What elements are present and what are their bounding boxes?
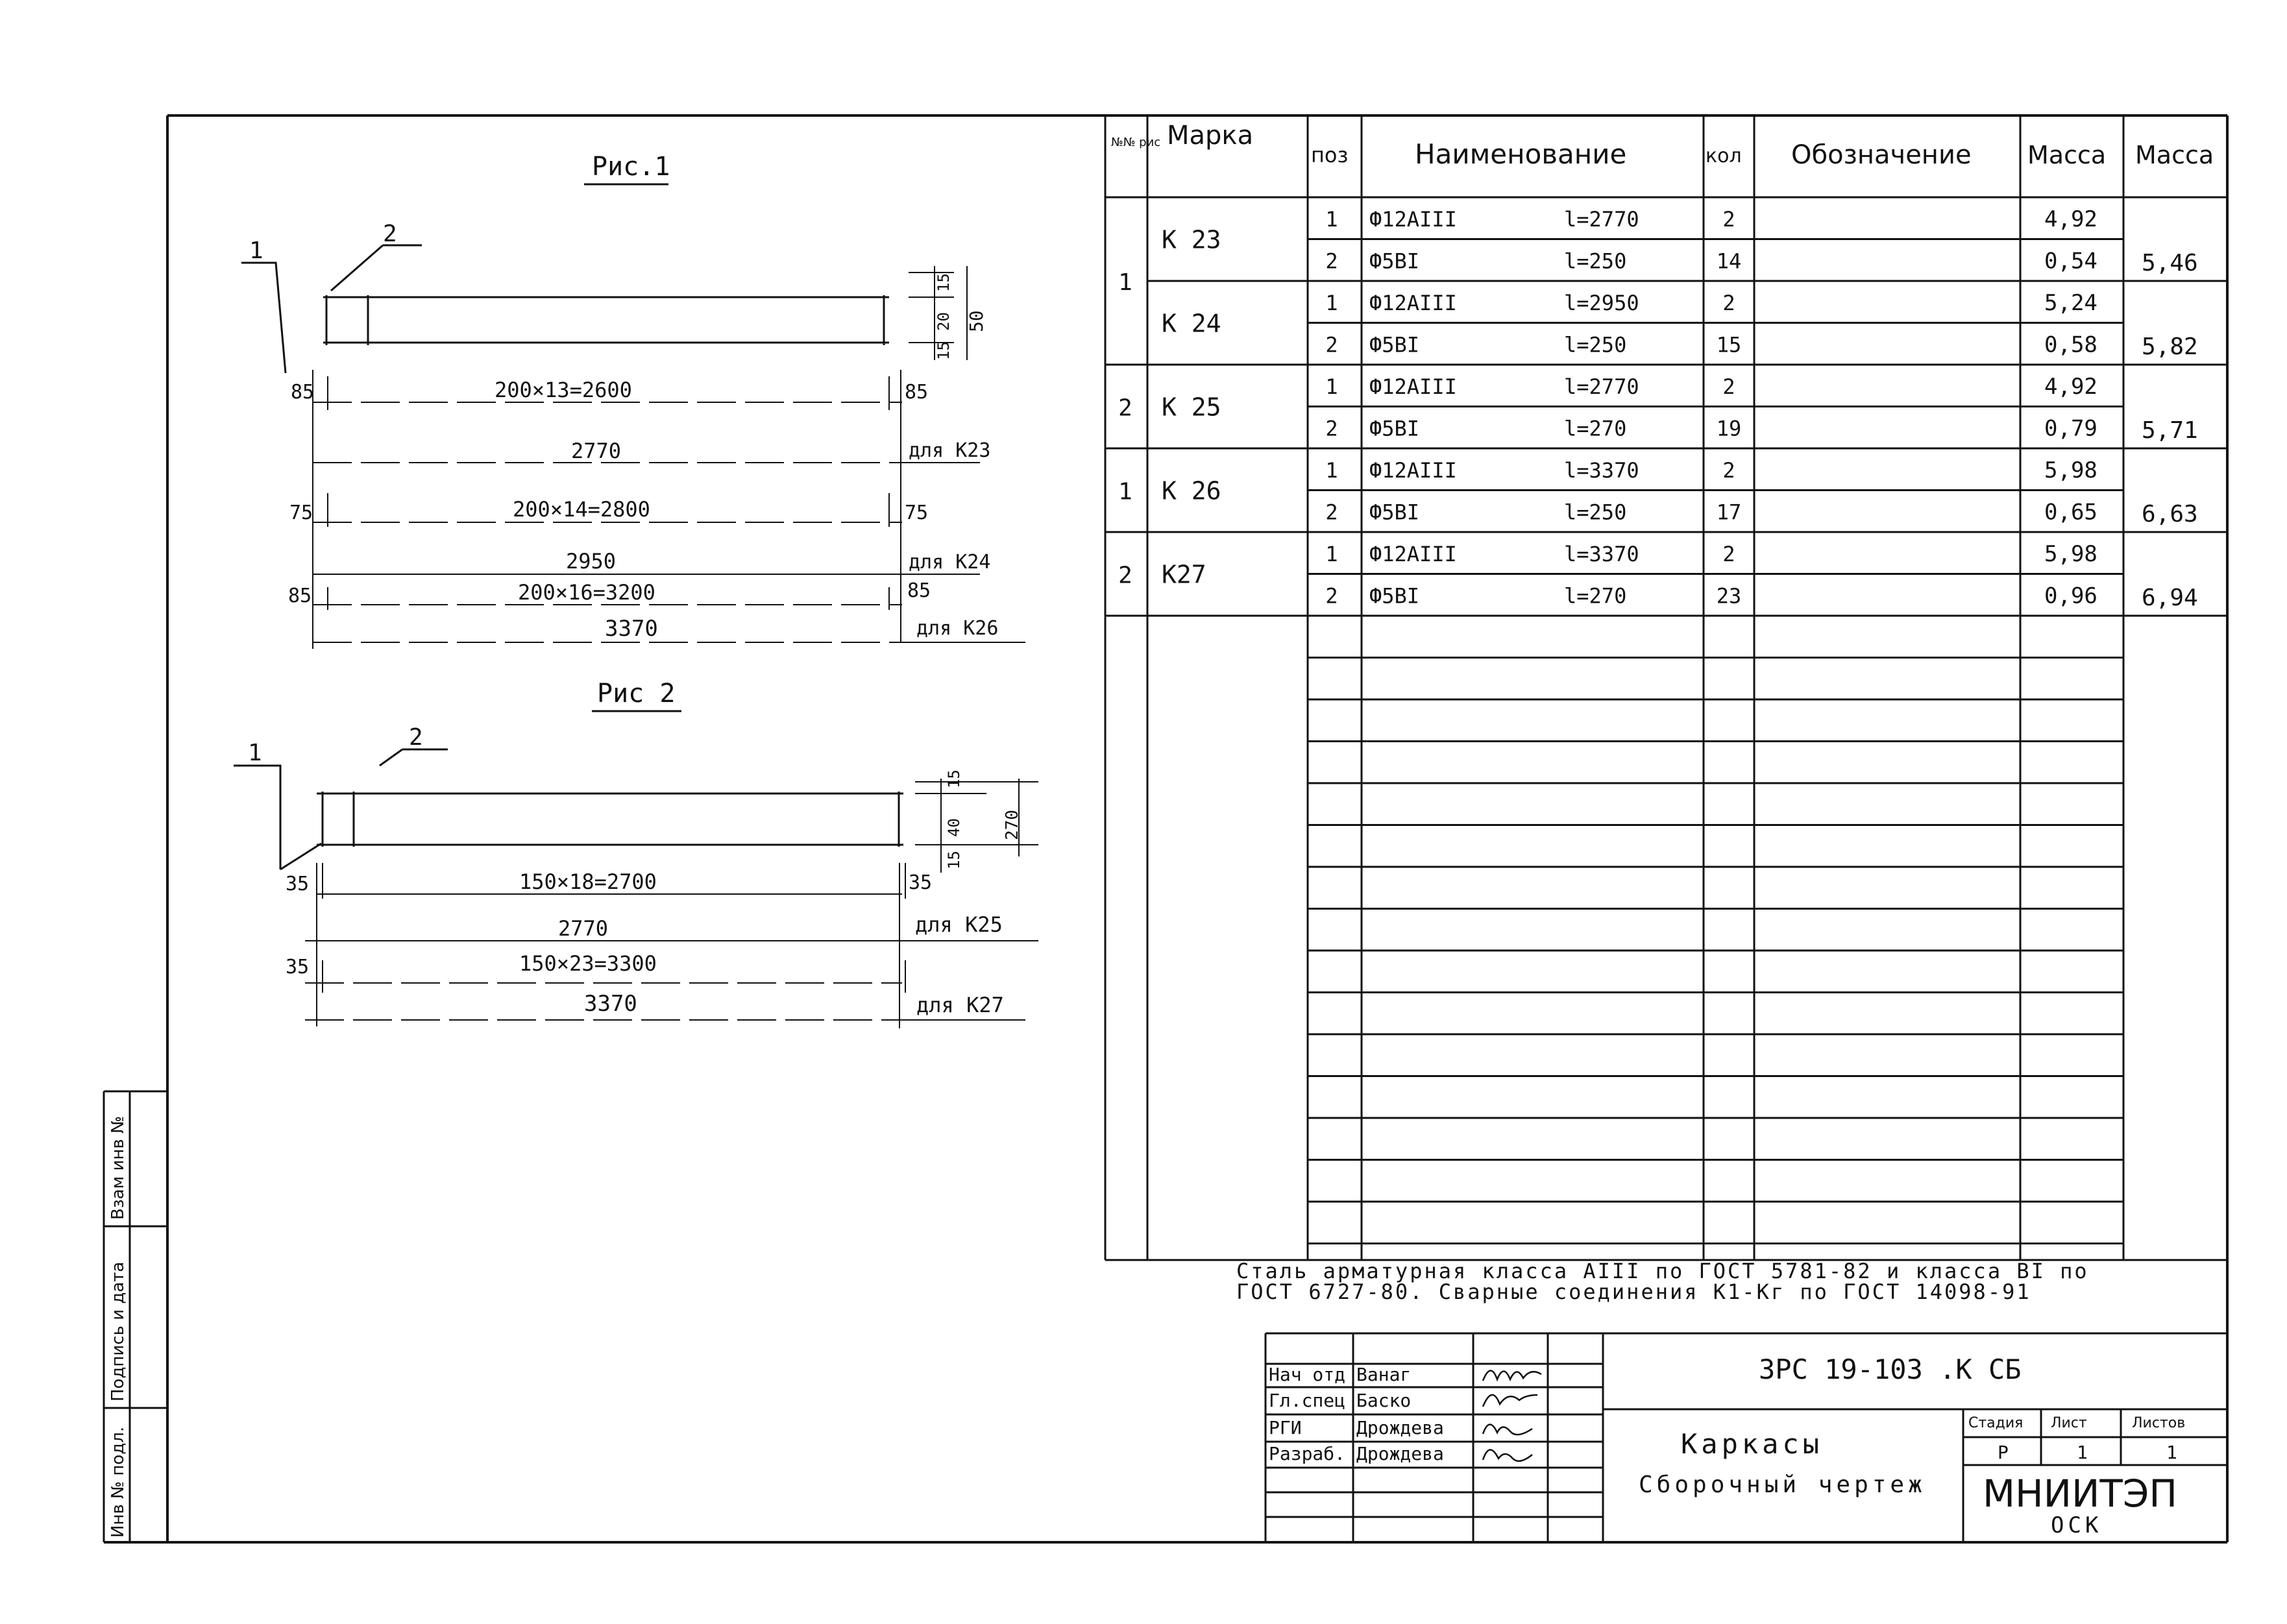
general-note: [1236, 1259, 2089, 1304]
fig2-callout-2: 2: [409, 724, 423, 751]
spec-cell-massa: 4,92: [2044, 206, 2097, 233]
spec-grid: [1105, 115, 2227, 1260]
spec-cell-poz: 2: [1325, 583, 1338, 609]
spec-cell-len: l=3370: [1564, 542, 1639, 567]
stamp-title-1: Каркасы: [1681, 1428, 1824, 1460]
stamp-stadia: Р: [1998, 1442, 2009, 1463]
spec-cell-name: Ф12АIII: [1369, 542, 1457, 567]
spec-cell-massa: 5,98: [2044, 457, 2097, 484]
spec-cell-massa: 5,24: [2044, 290, 2097, 317]
fig2-row2-note: для К25: [915, 912, 1003, 937]
spec-header: [1111, 121, 2214, 170]
spec-cell-massa-total: 5,46: [2142, 250, 2198, 276]
stamp-org-2: ОСК: [2051, 1512, 2103, 1538]
spec-cell-kol: 2: [1722, 374, 1735, 400]
spec-cell-kol: 2: [1722, 542, 1735, 567]
spec-cell-poz: 1: [1325, 374, 1338, 400]
spec-cell-len: l=270: [1564, 583, 1627, 609]
stamp-org-1: МНИИТЭП: [1983, 1472, 2177, 1516]
spec-body: [1118, 206, 2198, 611]
spec-cell-len: l=2770: [1564, 207, 1639, 232]
spec-cell-poz: 1: [1325, 291, 1338, 316]
spec-cell-ris: 1: [1118, 269, 1132, 296]
fig1-row3-text: 200×14=2800: [513, 497, 650, 522]
spec-cell-poz: 1: [1325, 458, 1338, 483]
spec-cell-poz: 2: [1325, 500, 1338, 525]
fig1-frame-bars: [323, 295, 889, 345]
stamp-person-name: Ванаг: [1356, 1364, 1412, 1385]
figure-2: [234, 679, 1038, 1028]
stamp-code: 3РС 19-103 .К СБ: [1759, 1353, 2022, 1385]
note-line-2: ГОСТ 6727-80. Сварные соединения К1-Кг по ГОСТ 14098-91: [1236, 1279, 2031, 1304]
fig1-row3-right: 75: [905, 502, 929, 524]
fig2-row1-left: 35: [286, 873, 310, 895]
spec-cell-marka: К 24: [1162, 309, 1221, 338]
fig1-dim-height: 50: [966, 310, 987, 332]
fig1-row5-text: 200×16=3200: [518, 580, 655, 605]
spec-cell-len: l=250: [1564, 332, 1627, 358]
fig1-callout-1: 1: [249, 237, 263, 264]
signature-2: [1483, 1395, 1537, 1407]
spec-cell-name: Ф5ВI: [1369, 583, 1420, 609]
spec-header-massa-2: Масса: [2135, 141, 2214, 169]
fig1-row1-right: 85: [905, 381, 929, 404]
fig1-row4-note: для К24: [909, 551, 991, 574]
spec-cell-name: Ф12АIII: [1369, 291, 1457, 316]
spec-cell-massa-total: 6,63: [2142, 501, 2198, 527]
spec-cell-massa: 0,54: [2044, 248, 2097, 274]
fig1-row1-text: 200×13=2600: [495, 378, 632, 402]
spec-cell-kol: 15: [1716, 332, 1742, 358]
fig2-callout-1: 1: [248, 740, 262, 766]
spec-cell-len: l=2950: [1564, 291, 1639, 316]
spec-cell-massa: 0,65: [2044, 499, 2097, 526]
fig1-row4-text: 2950: [566, 549, 617, 574]
spec-cell-massa-total: 5,71: [2142, 417, 2198, 444]
spec-cell-name: Ф5ВI: [1369, 416, 1420, 441]
fig2-dim-top: 15: [945, 770, 963, 788]
signature-1: [1483, 1370, 1541, 1381]
margin-inv-podl-label: Инв № подл.: [108, 1426, 128, 1538]
spec-cell-kol: 2: [1722, 207, 1735, 232]
fig1-row2-note: для К23: [909, 439, 991, 462]
stamp-stadia-label: Стадия: [1968, 1415, 2024, 1431]
fig1-row2-text: 2770: [571, 439, 622, 463]
fig1-dim-low: 15: [935, 341, 953, 360]
spec-cell-kol: 2: [1722, 291, 1735, 316]
spec-cell-marka: К27: [1162, 560, 1206, 589]
spec-cell-poz: 2: [1325, 416, 1338, 441]
fig2-title: Рис 2: [597, 679, 676, 709]
stamp-role: РГИ: [1269, 1417, 1302, 1438]
stamp-role: Разраб.: [1269, 1443, 1346, 1464]
spec-cell-ris: 1: [1118, 478, 1132, 505]
spec-cell-len: l=250: [1564, 248, 1627, 274]
fig1-row5-left: 85: [288, 585, 312, 607]
note-line-1: Сталь арматурная класса АIII по ГОСТ 5781-82 и класса ВI по: [1236, 1259, 2089, 1283]
fig2-dim-low: 15: [945, 851, 963, 869]
fig2-dim-height: 270: [1003, 810, 1022, 840]
fig2-row3-left: 35: [286, 956, 310, 978]
stamp-person-name: Баско: [1356, 1390, 1412, 1411]
margin-strip: [104, 1091, 167, 1542]
spec-header-poz: поз: [1311, 143, 1349, 167]
spec-cell-poz: 2: [1325, 248, 1338, 274]
signature-3: [1483, 1424, 1532, 1435]
spec-cell-len: l=3370: [1564, 458, 1639, 483]
stamp-role: Гл.спец: [1269, 1390, 1346, 1411]
fig2-frame-bars: [317, 792, 903, 847]
stamp-list: 1: [2077, 1442, 2088, 1463]
spec-cell-name: Ф5ВI: [1369, 248, 1420, 274]
spec-cell-kol: 23: [1716, 583, 1742, 609]
margin-podpis-label: Подпись и дата: [108, 1261, 128, 1401]
spec-cell-massa: 5,98: [2044, 541, 2097, 568]
fig1-row3-left: 75: [289, 502, 313, 524]
stamp-role: Нач отд: [1269, 1364, 1346, 1385]
stamp-person-name: Дрождева: [1356, 1443, 1444, 1464]
spec-cell-name: Ф5ВI: [1369, 332, 1420, 358]
stamp-person-name: Дрождева: [1356, 1417, 1444, 1438]
spec-cell-marka: К 23: [1162, 225, 1221, 254]
spec-header-massa-1: Масса: [2027, 141, 2107, 169]
fig2-row1-text: 150×18=2700: [519, 869, 657, 894]
spec-header-ris: №№ рис: [1111, 136, 1161, 149]
fig1-dim-top: 15: [935, 273, 953, 292]
fig1-row1-left: 85: [291, 381, 315, 404]
fig1-title: Рис.1: [592, 152, 670, 182]
spec-cell-massa-total: 6,94: [2142, 585, 2198, 611]
figure-1: [241, 152, 1025, 649]
fig1-row6-note: для К26: [916, 617, 999, 640]
spec-table: [1105, 115, 2227, 1260]
spec-cell-marka: К 26: [1162, 476, 1221, 505]
spec-cell-name: Ф12АIII: [1369, 374, 1457, 400]
spec-cell-massa: 4,92: [2044, 374, 2097, 400]
fig1-row6-text: 3370: [605, 616, 658, 642]
fig1-callout-2: 2: [383, 221, 397, 247]
spec-cell-kol: 14: [1716, 248, 1742, 274]
fig2-row4-text: 3370: [584, 991, 637, 1017]
spec-cell-len: l=270: [1564, 416, 1627, 441]
spec-cell-kol: 19: [1716, 416, 1742, 441]
stamp-listov: 1: [2166, 1442, 2177, 1463]
fig1-dim-mid: 20: [935, 312, 953, 331]
spec-cell-massa-total: 5,82: [2142, 333, 2198, 360]
fig2-row4-note: для К27: [916, 993, 1004, 1017]
spec-cell-name: Ф12АIII: [1369, 458, 1457, 483]
spec-cell-marka: К 25: [1162, 393, 1221, 422]
fig2-row1-right: 35: [909, 871, 933, 894]
spec-cell-massa: 0,96: [2044, 583, 2097, 609]
spec-header-marka: Марка: [1167, 121, 1254, 151]
signature-4: [1483, 1449, 1532, 1460]
spec-cell-len: l=250: [1564, 500, 1627, 525]
spec-cell-name: Ф5ВI: [1369, 500, 1420, 525]
spec-header-naim: Наименование: [1415, 138, 1627, 170]
spec-cell-massa: 0,58: [2044, 332, 2097, 358]
fig2-dim-mid: 40: [945, 818, 963, 837]
spec-cell-poz: 2: [1325, 332, 1338, 358]
spec-cell-ris: 2: [1118, 394, 1132, 422]
spec-cell-kol: 17: [1716, 500, 1742, 525]
stamp-listov-label: Листов: [2132, 1415, 2186, 1431]
fig2-row2-text: 2770: [558, 916, 609, 941]
spec-cell-massa: 0,79: [2044, 415, 2097, 442]
stamp-title-2: Сборочный чертеж: [1639, 1472, 1926, 1498]
margin-vzam-label: Взам инв №: [108, 1116, 128, 1220]
stamp-list-label: Лист: [2051, 1415, 2087, 1431]
spec-header-kol: кол: [1706, 145, 1742, 167]
fig1-row5-right: 85: [907, 579, 931, 602]
spec-cell-kol: 2: [1722, 458, 1735, 483]
spec-cell-ris: 2: [1118, 562, 1132, 589]
spec-header-oboz: Обозначение: [1791, 140, 1972, 170]
signatures: [1483, 1370, 1541, 1460]
spec-cell-name: Ф12АIII: [1369, 207, 1457, 232]
spec-cell-poz: 1: [1325, 542, 1338, 567]
fig2-row3-text: 150×23=3300: [519, 951, 657, 976]
spec-cell-len: l=2770: [1564, 374, 1639, 400]
title-block: [1266, 1333, 2227, 1542]
spec-cell-poz: 1: [1325, 207, 1338, 232]
